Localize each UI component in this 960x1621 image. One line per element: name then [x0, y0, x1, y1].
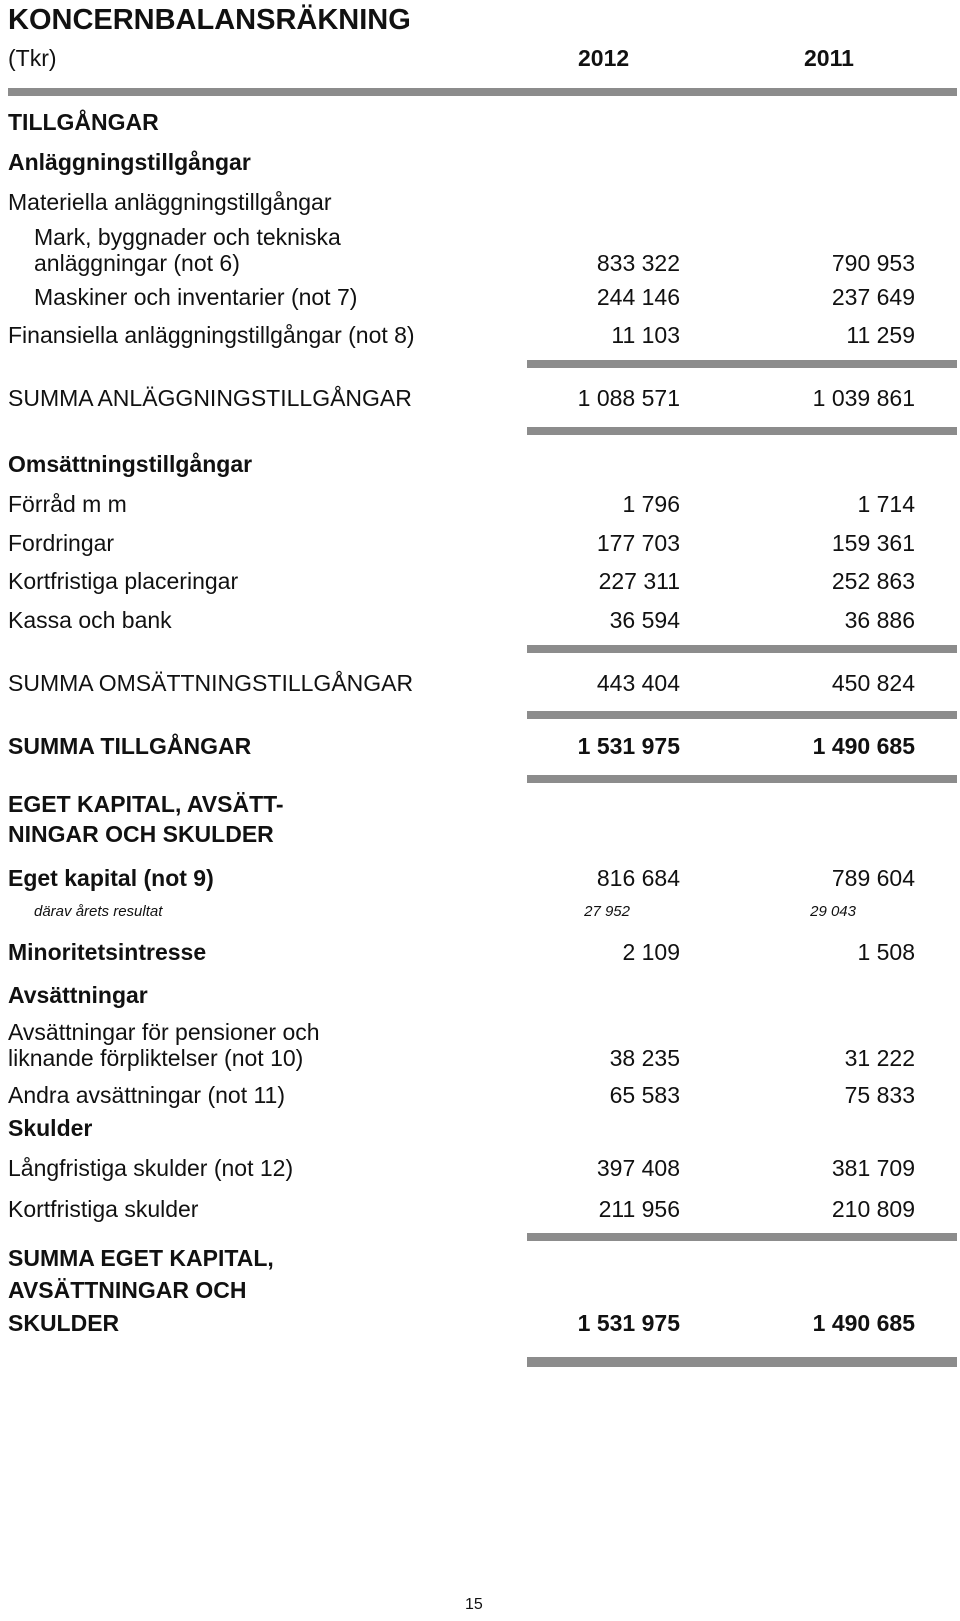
value-2011: 789 604: [831, 865, 915, 891]
value-2011: 252 863: [831, 568, 915, 594]
total-2011: 1 039 861: [812, 385, 915, 411]
value-2011: 159 361: [831, 530, 915, 556]
value-2012: 11 103: [611, 322, 680, 348]
value-2011: 36 886: [844, 607, 915, 633]
row-label: liknande förpliktelser (not 10): [8, 1045, 304, 1071]
value-2012: 816 684: [596, 865, 680, 891]
value-2012: 397 408: [596, 1155, 680, 1181]
section-skulder: Skulder: [8, 1115, 93, 1141]
value-2011: 790 953: [831, 250, 915, 276]
unit-label: (Tkr): [8, 45, 57, 71]
row-label: Eget kapital (not 9): [8, 865, 214, 891]
row-label: Förråd m m: [8, 491, 127, 517]
row-label: Långfristiga skulder (not 12): [8, 1155, 294, 1181]
value-2011: 29 043: [810, 903, 856, 920]
value-2011: 381 709: [831, 1155, 915, 1181]
value-2012: 244 146: [596, 284, 680, 310]
row-label: därav årets resultat: [34, 903, 163, 920]
row-label: Mark, byggnader och tekniska: [34, 224, 341, 250]
row-label: Andra avsättningar (not 11): [8, 1082, 286, 1108]
section-tillgangar: TILLGÅNGAR: [8, 109, 159, 135]
final-divider: [527, 1357, 957, 1367]
grand-total-2011: 1 490 685: [812, 733, 915, 759]
row-label: Avsättningar för pensioner och: [8, 1019, 320, 1045]
value-2011: 31 222: [844, 1045, 915, 1071]
row-label: Kortfristiga placeringar: [8, 568, 239, 594]
value-2011: 11 259: [846, 322, 915, 348]
value-2012: 65 583: [609, 1082, 680, 1108]
grand-total-2012: 1 531 975: [577, 733, 680, 759]
total-label: SUMMA OMSÄTTNINGSTILLGÅNGAR: [8, 670, 414, 696]
grand-total-label: SUMMA EGET KAPITAL,: [8, 1245, 274, 1271]
value-2012: 36 594: [609, 607, 680, 633]
value-2011: 237 649: [831, 284, 915, 310]
value-2011: 1 508: [857, 939, 915, 965]
subtotal-divider: [527, 645, 957, 653]
value-2012: 1 796: [622, 491, 680, 517]
grand-total-label: SKULDER: [8, 1310, 120, 1336]
document-title: KONCERNBALANSRÄKNING: [8, 4, 411, 36]
row-label: Maskiner och inventarier (not 7): [34, 284, 358, 310]
value-2012: 38 235: [609, 1045, 680, 1071]
row-label: Kassa och bank: [8, 607, 172, 633]
subtotal-divider: [527, 711, 957, 719]
year-header-2011: 2011: [804, 45, 854, 71]
page-number: 15: [465, 1596, 483, 1613]
section-divider: [527, 775, 957, 783]
header-divider: [8, 88, 957, 96]
value-2012: 833 322: [596, 250, 680, 276]
section-eget-kapital-heading: EGET KAPITAL, AVSÄTT-: [8, 791, 284, 817]
grand-total-2011: 1 490 685: [812, 1310, 915, 1336]
grand-total-label: SUMMA TILLGÅNGAR: [8, 733, 252, 759]
value-2012: 2 109: [622, 939, 680, 965]
total-label: SUMMA ANLÄGGNINGSTILLGÅNGAR: [8, 385, 412, 411]
row-label: Fordringar: [8, 530, 115, 556]
row-label: anläggningar (not 6): [34, 250, 240, 276]
subtotal-divider: [527, 1233, 957, 1241]
subsection-materiella: Materiella anläggningstillgångar: [8, 189, 332, 215]
row-label: Minoritetsintresse: [8, 939, 207, 965]
total-2012: 443 404: [596, 670, 680, 696]
value-2011: 210 809: [831, 1196, 915, 1222]
value-2011: 1 714: [857, 491, 915, 517]
total-2012: 1 088 571: [577, 385, 680, 411]
section-omsattningstillgangar: Omsättningstillgångar: [8, 451, 253, 477]
value-2012: 177 703: [596, 530, 680, 556]
row-label: Kortfristiga skulder: [8, 1196, 199, 1222]
subtotal-divider: [527, 427, 957, 435]
section-anlaggningstillgangar: Anläggningstillgångar: [8, 149, 251, 175]
row-label: Finansiella anläggningstillgångar (not 8): [8, 322, 415, 348]
value-2012: 211 956: [598, 1196, 680, 1222]
value-2012: 27 952: [584, 903, 630, 920]
grand-total-2012: 1 531 975: [577, 1310, 680, 1336]
value-2012: 227 311: [598, 568, 680, 594]
value-2011: 75 833: [844, 1082, 915, 1108]
total-2011: 450 824: [831, 670, 915, 696]
grand-total-label: AVSÄTTNINGAR OCH: [8, 1277, 247, 1303]
section-avsattningar: Avsättningar: [8, 982, 148, 1008]
year-header-2012: 2012: [578, 45, 630, 71]
section-eget-kapital-heading: NINGAR OCH SKULDER: [8, 821, 274, 847]
subtotal-divider: [527, 360, 957, 368]
